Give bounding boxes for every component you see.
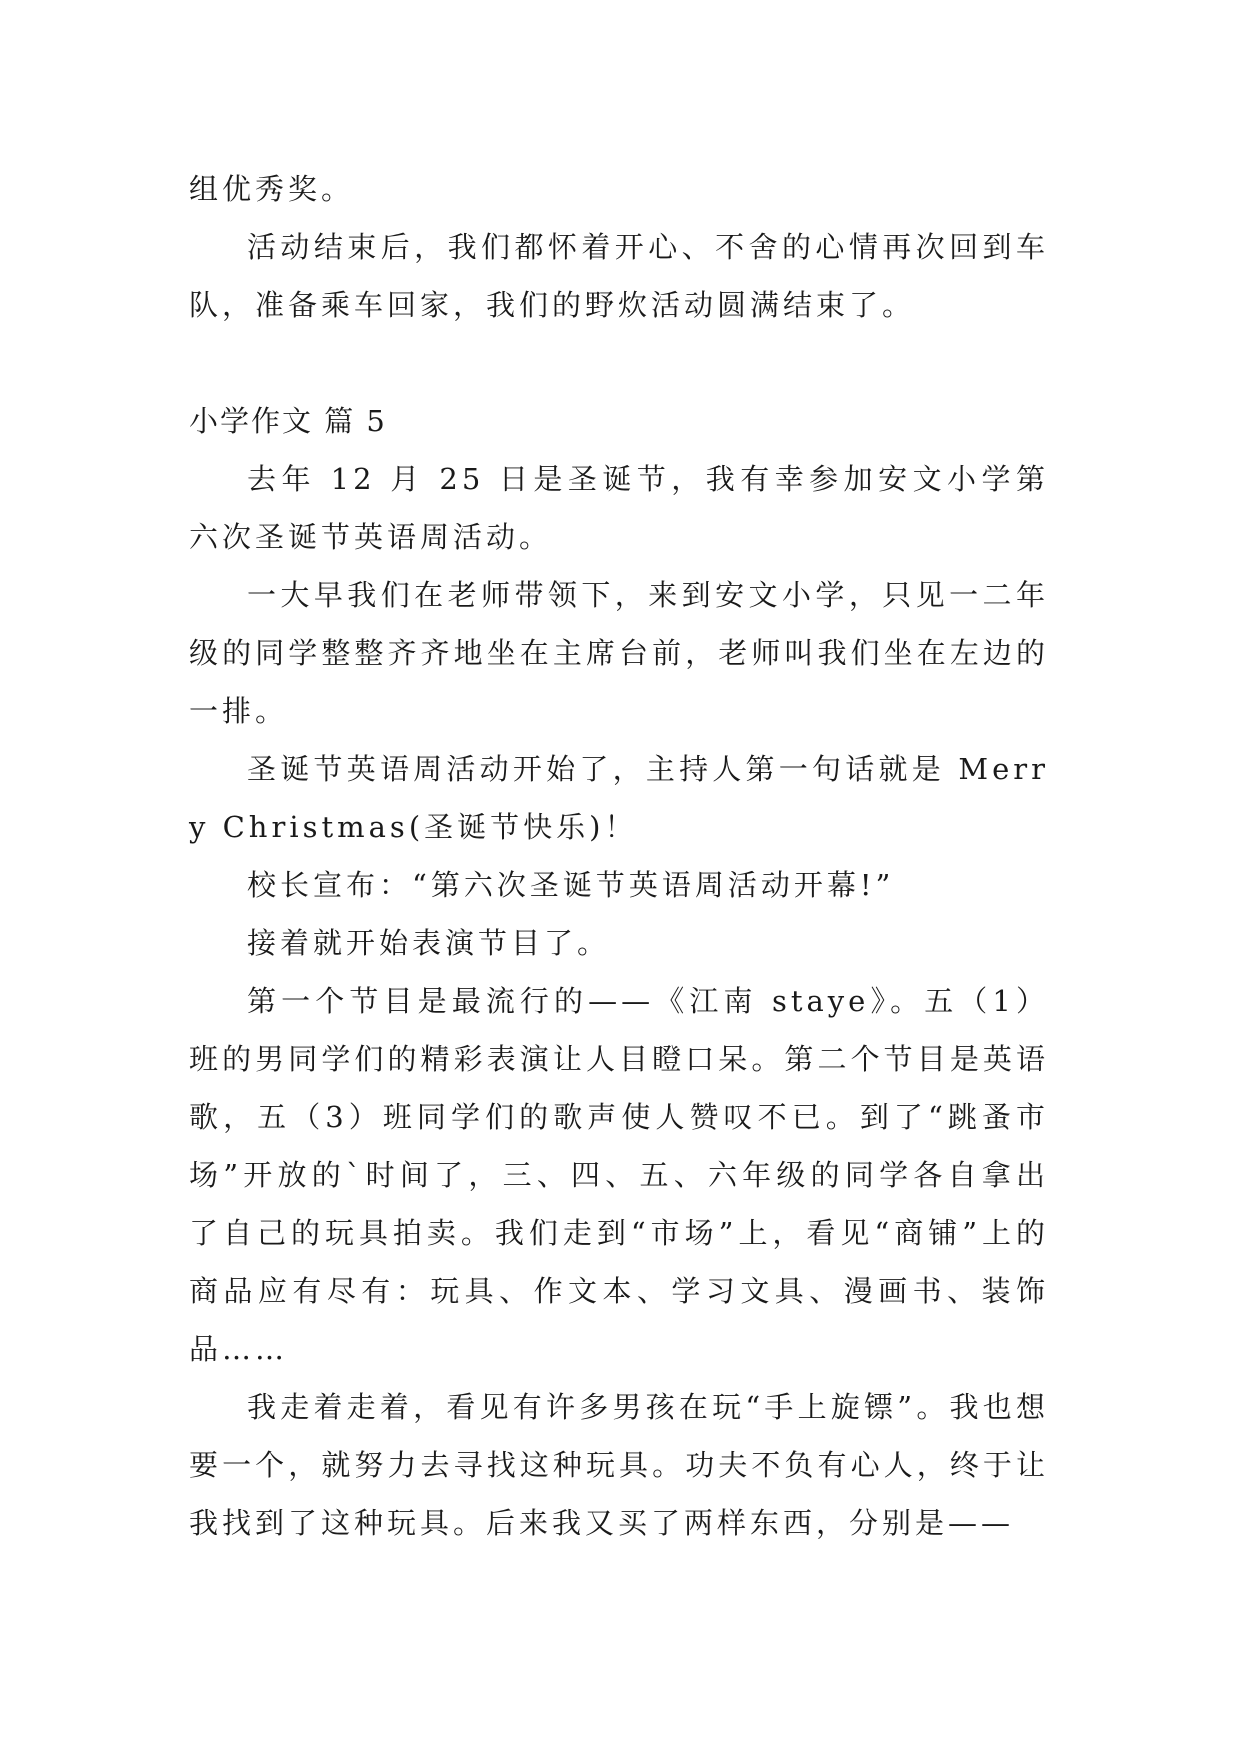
continuation-paragraph-1: 组优秀奖。	[189, 172, 355, 206]
section-paragraph-7: 我走着走着，看见有许多男孩在玩“手上旋镖”。我也想要一个，就努力去寻找这种玩具。功夫不负有心人，终于让我找到了这种玩具。后来我又买了两样东西，分别是——	[189, 1390, 1049, 1540]
section-spacer	[189, 334, 1049, 392]
section-paragraph-4: 校长宣布：“第六次圣诞节英语周活动开幕!”	[247, 868, 895, 902]
section-heading: 小学作文 篇 5	[189, 404, 387, 438]
document-body	[189, 160, 1049, 1552]
section-paragraph-3: 圣诞节英语周活动开始了，主持人第一句话就是 Merry Christmas(圣诞节快乐)！	[189, 752, 1049, 844]
section-paragraph-1: 去年 12 月 25 日是圣诞节，我有幸参加安文小学第六次圣诞节英语周活动。	[189, 462, 1049, 554]
section-paragraph-6: 第一个节目是最流行的——《江南 staye》。五（1）班的男同学们的精彩表演让人目瞪口呆。第二个节目是英语歌，五（3）班同学们的歌声使人赞叹不已。到了“跳蚤市场”开放的`时间了，三、四、五、六年级的同学各自拿出了自己的玩具拍卖。我们走到“市场”上，看见“商铺”上的商品应有尽有：玩具、作文本、学习文具、漫画书、装饰品……	[189, 984, 1049, 1366]
section-paragraph-5: 接着就开始表演节目了。	[247, 926, 611, 960]
continuation-paragraph-2: 活动结束后，我们都怀着开心、不舍的心情再次回到车队，准备乘车回家，我们的野炊活动圆满结束了。	[189, 230, 1049, 322]
section-paragraph-2: 一大早我们在老师带领下，来到安文小学，只见一二年级的同学整整齐齐地坐在主席台前，老师叫我们坐在左边的一排。	[189, 578, 1049, 728]
